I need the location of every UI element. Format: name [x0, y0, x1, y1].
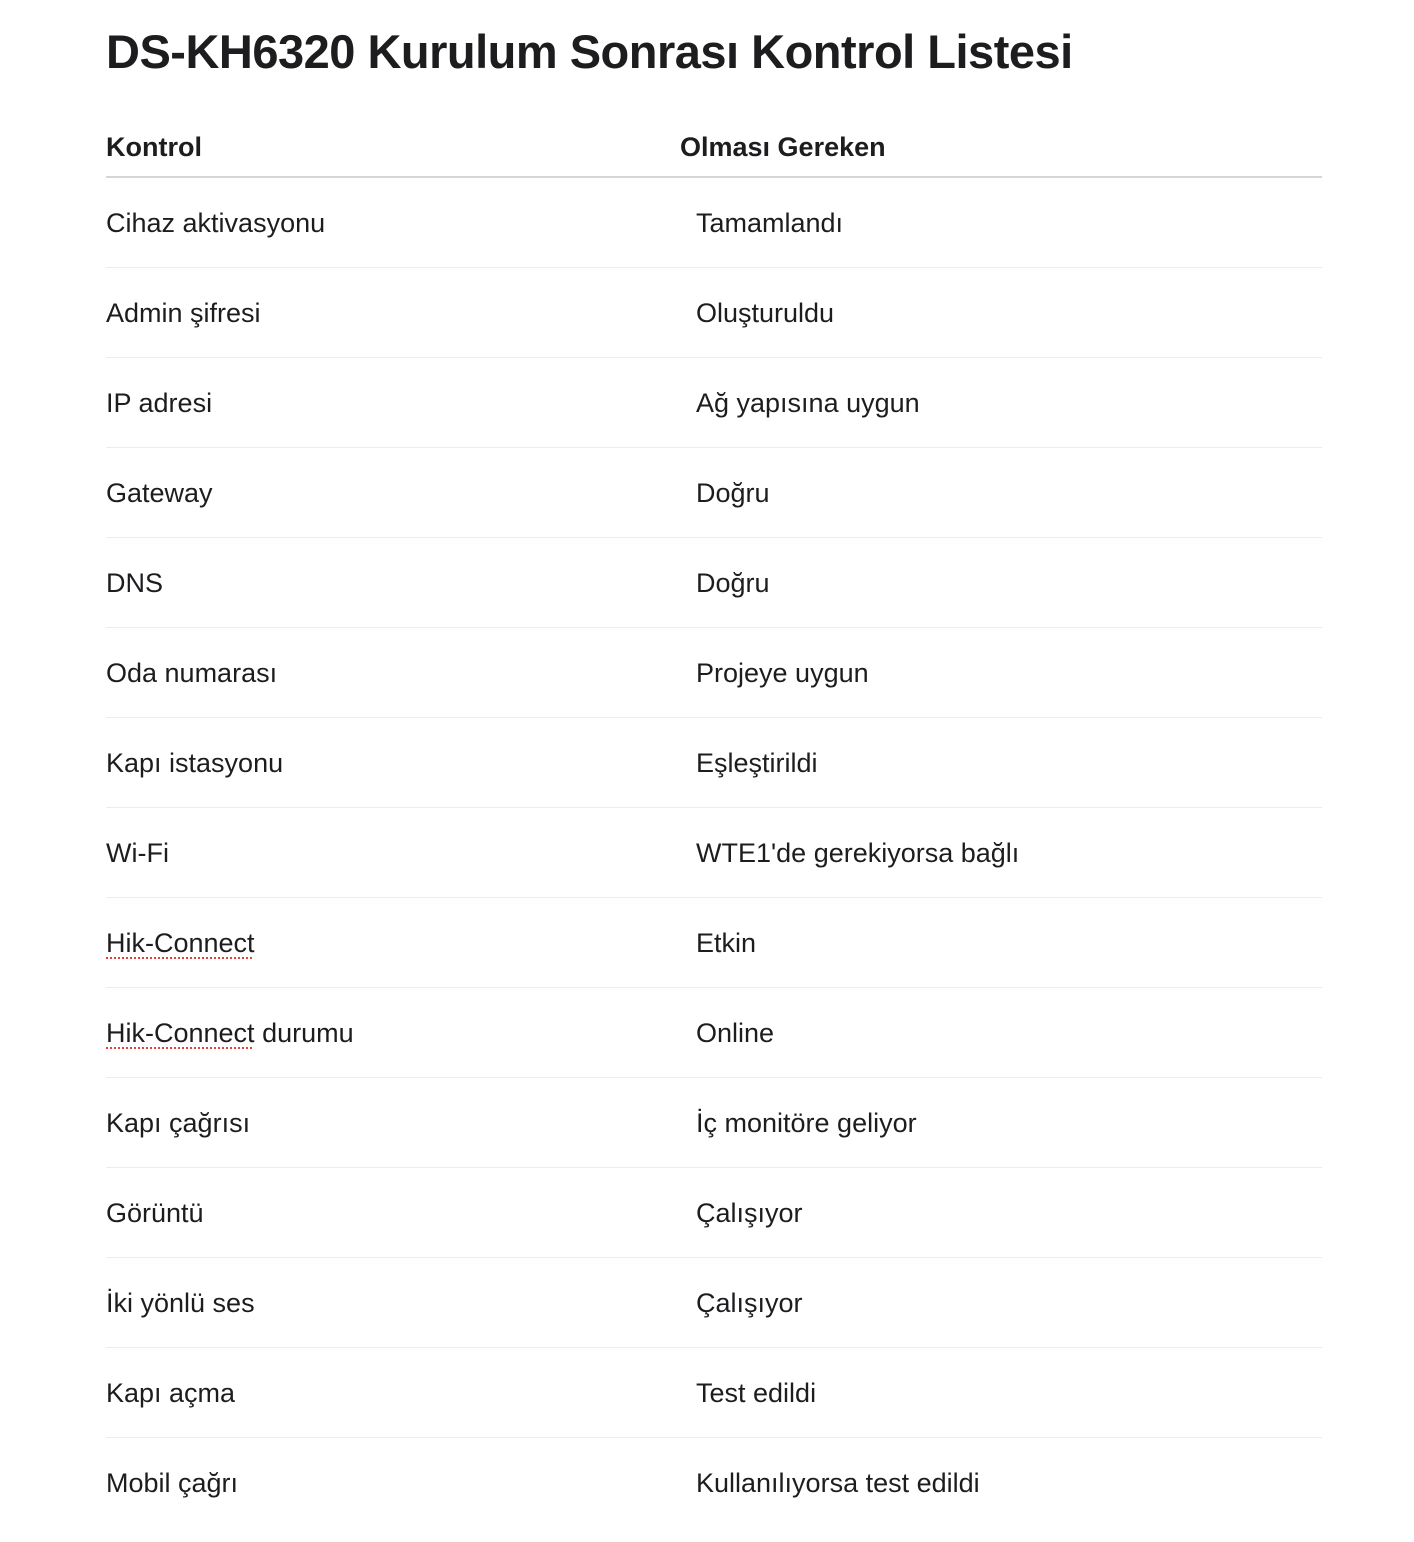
spellcheck-flagged-text: Hik-Connect: [106, 1017, 255, 1048]
table-header: [106, 118, 1322, 178]
table-row: [106, 718, 1322, 808]
expected-cell: Çalışıyor: [696, 1197, 803, 1228]
expected-cell: Doğru: [696, 567, 770, 598]
check-cell: [106, 923, 696, 963]
expected-cell: Eşleştirildi: [696, 747, 818, 778]
checklist-table: [106, 118, 1322, 1528]
check-cell: Oda numarası: [106, 657, 278, 688]
table-row: [106, 448, 1322, 538]
check-cell: Kapı istasyonu: [106, 747, 284, 778]
table-row: [106, 1348, 1322, 1438]
check-cell: Wi-Fi: [106, 837, 169, 868]
check-cell: Admin şifresi: [106, 297, 261, 328]
check-cell: İki yönlü ses: [106, 1287, 255, 1318]
check-cell: DNS: [106, 567, 164, 598]
expected-cell: Etkin: [696, 927, 757, 958]
check-cell: Mobil çağrı: [106, 1468, 239, 1498]
expected-cell: Oluşturuldu: [696, 297, 835, 328]
expected-cell: Çalışıyor: [696, 1287, 803, 1318]
check-cell: IP adresi: [106, 387, 213, 418]
check-cell: Görüntü: [106, 1197, 204, 1228]
table-row: [106, 808, 1322, 898]
table-row: [106, 1168, 1322, 1258]
table-row: [106, 628, 1322, 718]
expected-cell: Projeye uygun: [696, 657, 869, 688]
table-row: [106, 358, 1322, 448]
table-row: [106, 898, 1322, 988]
page-title: DS-KH6320 Kurulum Sonrası Kontrol Listesi: [106, 25, 1073, 78]
check-cell: [106, 1013, 696, 1053]
expected-cell: Kullanılıyorsa test edildi: [696, 1468, 980, 1498]
table-row: [106, 178, 1322, 268]
check-cell: Cihaz aktivasyonu: [106, 207, 326, 238]
check-cell: Kapı açma: [106, 1377, 236, 1408]
column-header-olmasi-gereken: Olması Gereken: [680, 132, 886, 162]
spellcheck-flagged-text: Hik-Connect: [106, 927, 255, 958]
check-cell: Kapı çağrısı: [106, 1107, 251, 1138]
table-row: [106, 1258, 1322, 1348]
table-row: [106, 538, 1322, 628]
table-row: [106, 268, 1322, 358]
expected-cell: İç monitöre geliyor: [696, 1107, 917, 1138]
expected-cell: Online: [696, 1017, 775, 1048]
column-header-kontrol: Kontrol: [106, 132, 202, 162]
expected-cell: Doğru: [696, 477, 770, 508]
table-row: [106, 1438, 1322, 1528]
table-row: [106, 1078, 1322, 1168]
expected-cell: WTE1'de gerekiyorsa bağlı: [696, 837, 1020, 868]
expected-cell: Ağ yapısına uygun: [696, 387, 920, 418]
expected-cell: Tamamlandı: [696, 207, 844, 238]
table-row: [106, 988, 1322, 1078]
expected-cell: Test edildi: [696, 1377, 817, 1408]
check-cell-rest: durumu: [254, 1017, 354, 1048]
check-cell: Gateway: [106, 477, 213, 508]
